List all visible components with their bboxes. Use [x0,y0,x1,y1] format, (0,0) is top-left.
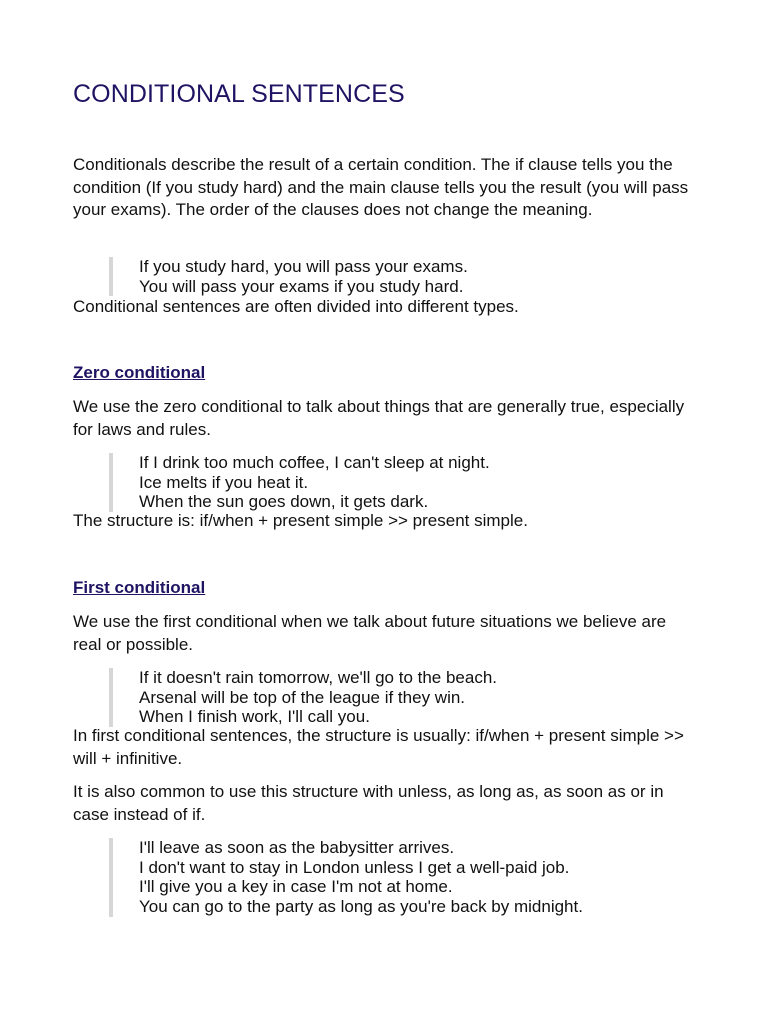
intro-paragraph-block [73,154,695,222]
zero-examples [73,453,695,512]
example-line: Arsenal will be top of the league if they win. [139,687,466,707]
zero-paragraph: We use the zero conditional to talk about things that are generally true, especially for laws and rules. [73,397,685,439]
first-paragraph-2: It is also common to use this structure with unless, as long as, as soon as or in case instead of if. [73,782,664,824]
example-line: If it doesn't rain tomorrow, we'll go to the beach. [139,668,498,687]
example-line: When the sun goes down, it gets dark. [139,492,429,512]
first-after-block [73,725,695,770]
example-quote [109,453,695,512]
example-line: If you study hard, you will pass your exams. [139,257,468,276]
example-line: I'll leave as soon as the babysitter arrives. [139,838,455,857]
zero-structure-text: The structure is: if/when + present simple >> present simple. [73,511,528,530]
example-quote [109,838,695,917]
first-paragraph2-block [73,781,695,826]
example-line: Ice melts if you heat it. [139,472,309,492]
section-heading-first-conditional[interactable]: First conditional [73,578,206,597]
first-examples-2 [73,838,695,917]
section-heading-zero-conditional[interactable]: Zero conditional [73,363,206,382]
zero-after-block [73,510,695,533]
intro-after-block [73,296,695,319]
first-examples [73,668,695,727]
intro-after-text: Conditional sentences are often divided into different types. [73,297,519,316]
first-structure-text: In first conditional sentences, the structure is usually: if/when + present simple >> will + infinitive. [73,726,684,768]
intro-paragraph: Conditionals describe the result of a certain condition. The if clause tells you the condition (If you study hard) and the main clause tells you the result (you will pass your exams). The order of the clauses does not change the meaning. [73,155,689,220]
zero-paragraph-block [73,396,695,441]
example-line: You can go to the party as long as you're back by midnight. [139,897,583,917]
page-title: CONDITIONAL SENTENCES [73,80,405,108]
intro-examples [73,257,695,296]
first-paragraph: We use the first conditional when we talk about future situations we believe are real or possible. [73,612,667,654]
example-quote [109,257,695,296]
example-line: If I drink too much coffee, I can't sleep at night. [139,453,490,472]
example-line: When I finish work, I'll call you. [139,707,370,727]
first-paragraph-block [73,611,695,656]
example-line: You will pass your exams if you study hard. [139,276,464,296]
example-quote [109,668,695,727]
example-line: I don't want to stay in London unless I get a well-paid job. [139,857,570,877]
example-line: I'll give you a key in case I'm not at home. [139,877,453,897]
